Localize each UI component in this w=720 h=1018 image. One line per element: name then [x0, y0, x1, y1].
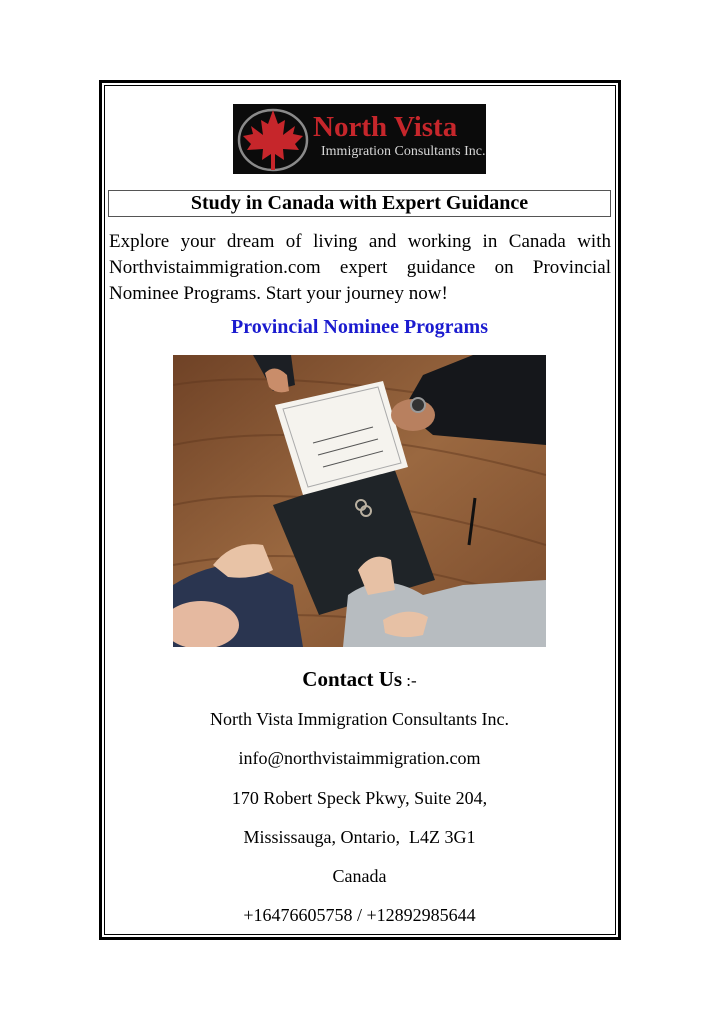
contact-heading-label: Contact Us — [302, 667, 403, 691]
company-logo — [233, 104, 486, 174]
section-heading[interactable]: Provincial Nominee Programs — [231, 316, 488, 338]
contact-address-line1: 170 Robert Speck Pkwy, Suite 204, — [231, 788, 488, 808]
intro-paragraph: Explore your dream of living and working in Canada with Northvistaimmigration.com expert guidance on Provincial Nominee Programs. Start your journey now! — [109, 231, 611, 304]
contact-email[interactable]: info@northvistaimmigration.com — [238, 748, 481, 768]
logo-name: North Vista — [313, 111, 458, 143]
contact-address-line2: Mississauga, Ontario, L4Z 3G1 — [243, 827, 476, 847]
logo-tagline: Immigration Consultants Inc. — [321, 144, 486, 159]
page-title: Study in Canada with Expert Guidance — [108, 190, 611, 217]
contact-company: North Vista Immigration Consultants Inc. — [209, 709, 510, 729]
contact-phone[interactable]: +16476605758 / +12892985644 — [243, 905, 476, 925]
contact-country: Canada — [332, 866, 387, 886]
contact-heading — [108, 665, 611, 695]
contact-heading-separator: :- — [402, 671, 417, 690]
consultation-photo — [173, 355, 546, 647]
